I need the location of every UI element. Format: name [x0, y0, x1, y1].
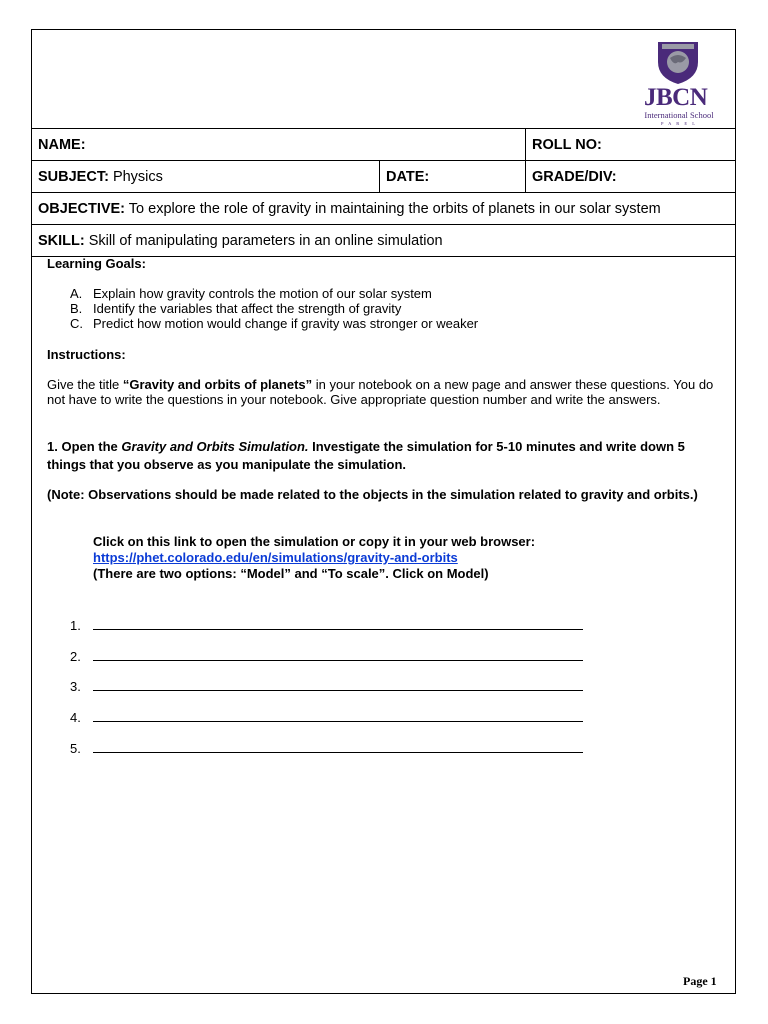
note: (Note: Observations should be made related to the objects in the simulation related to gravity and orbits.)	[47, 487, 698, 502]
list-item	[70, 316, 478, 331]
q1-sim-name: Gravity and Orbits Simulation.	[121, 439, 309, 454]
instr-text-post: in your notebook on a new page and answer these questions. You do not have to write the questions in your notebook. Give appropriate question number and write the answers.	[47, 377, 714, 407]
link-options: (There are two options: “Model” and “To scale”. Click on Model)	[93, 566, 489, 581]
answer-line-5	[70, 741, 583, 756]
list-item	[70, 286, 478, 301]
roll-cell	[526, 129, 736, 161]
shield-icon	[632, 40, 724, 85]
page-number: Page 1	[683, 974, 717, 988]
instr-text-pre: Give the title	[47, 377, 123, 392]
answer-line-4	[70, 710, 583, 725]
learning-goals-list	[70, 286, 478, 331]
header-table	[31, 128, 736, 257]
link-block	[93, 534, 713, 582]
logo-subtitle: International School	[644, 110, 714, 120]
simulation-link[interactable]: https://phet.colorado.edu/en/simulations/gravity-and-orbits	[93, 550, 458, 565]
logo-brand: JBCN	[644, 84, 708, 111]
list-letter: A.	[70, 286, 83, 301]
roll-label: ROLL NO:	[532, 136, 602, 153]
answer-line-1	[70, 618, 583, 633]
answer-number: 3.	[70, 679, 81, 694]
objective-value: To explore the role of gravity in maintaining the orbits of planets in our solar system	[128, 200, 661, 217]
answer-blank[interactable]	[93, 710, 583, 722]
objective-label: OBJECTIVE:	[38, 200, 126, 217]
link-intro: Click on this link to open the simulation or copy it in your web browser:	[93, 534, 536, 549]
q1-post: Investigate the simulation for 5-10 minutes and write down 5 things that you observe as you manipulate the simulation.	[47, 439, 685, 472]
name-cell	[32, 129, 526, 161]
list-text: Predict how motion would change if gravity was stronger or weaker	[93, 316, 479, 331]
answer-line-3	[70, 679, 583, 694]
answer-blank[interactable]	[93, 679, 583, 691]
instr-title-bold: “Gravity and orbits of planets”	[122, 377, 313, 392]
list-letter: B.	[70, 301, 83, 316]
date-label: DATE:	[386, 168, 430, 185]
instructions-paragraph	[47, 377, 727, 407]
date-cell	[380, 161, 526, 193]
subject-value: Physics	[112, 168, 163, 185]
skill-value: Skill of manipulating parameters in an online simulation	[88, 232, 443, 249]
grade-label: GRADE/DIV:	[532, 168, 617, 185]
answer-number: 5.	[70, 741, 81, 756]
subject-label: SUBJECT:	[38, 168, 109, 185]
logo-location: P A R E L	[660, 121, 698, 126]
answer-blank[interactable]	[93, 618, 583, 630]
question-1	[47, 438, 727, 474]
answer-blank[interactable]	[93, 741, 583, 753]
answer-line-2	[70, 649, 583, 664]
skill-cell	[32, 225, 736, 257]
learning-goals-title: Learning Goals:	[47, 256, 146, 271]
answer-blank[interactable]	[93, 649, 583, 661]
objective-cell	[32, 193, 736, 225]
subject-cell	[32, 161, 380, 193]
name-label: NAME:	[38, 136, 86, 153]
q1-pre: 1. Open the	[47, 439, 122, 454]
list-text: Identify the variables that affect the strength of gravity	[93, 301, 402, 316]
answer-number: 2.	[70, 649, 81, 664]
skill-label: SKILL:	[38, 232, 85, 249]
list-item	[70, 301, 478, 316]
instructions-title: Instructions:	[47, 347, 126, 362]
list-letter: C.	[70, 316, 83, 331]
answer-number: 1.	[70, 618, 81, 633]
answer-number: 4.	[70, 710, 81, 725]
list-text: Explain how gravity controls the motion of our solar system	[93, 286, 432, 301]
grade-cell	[526, 161, 736, 193]
school-logo	[632, 40, 724, 130]
